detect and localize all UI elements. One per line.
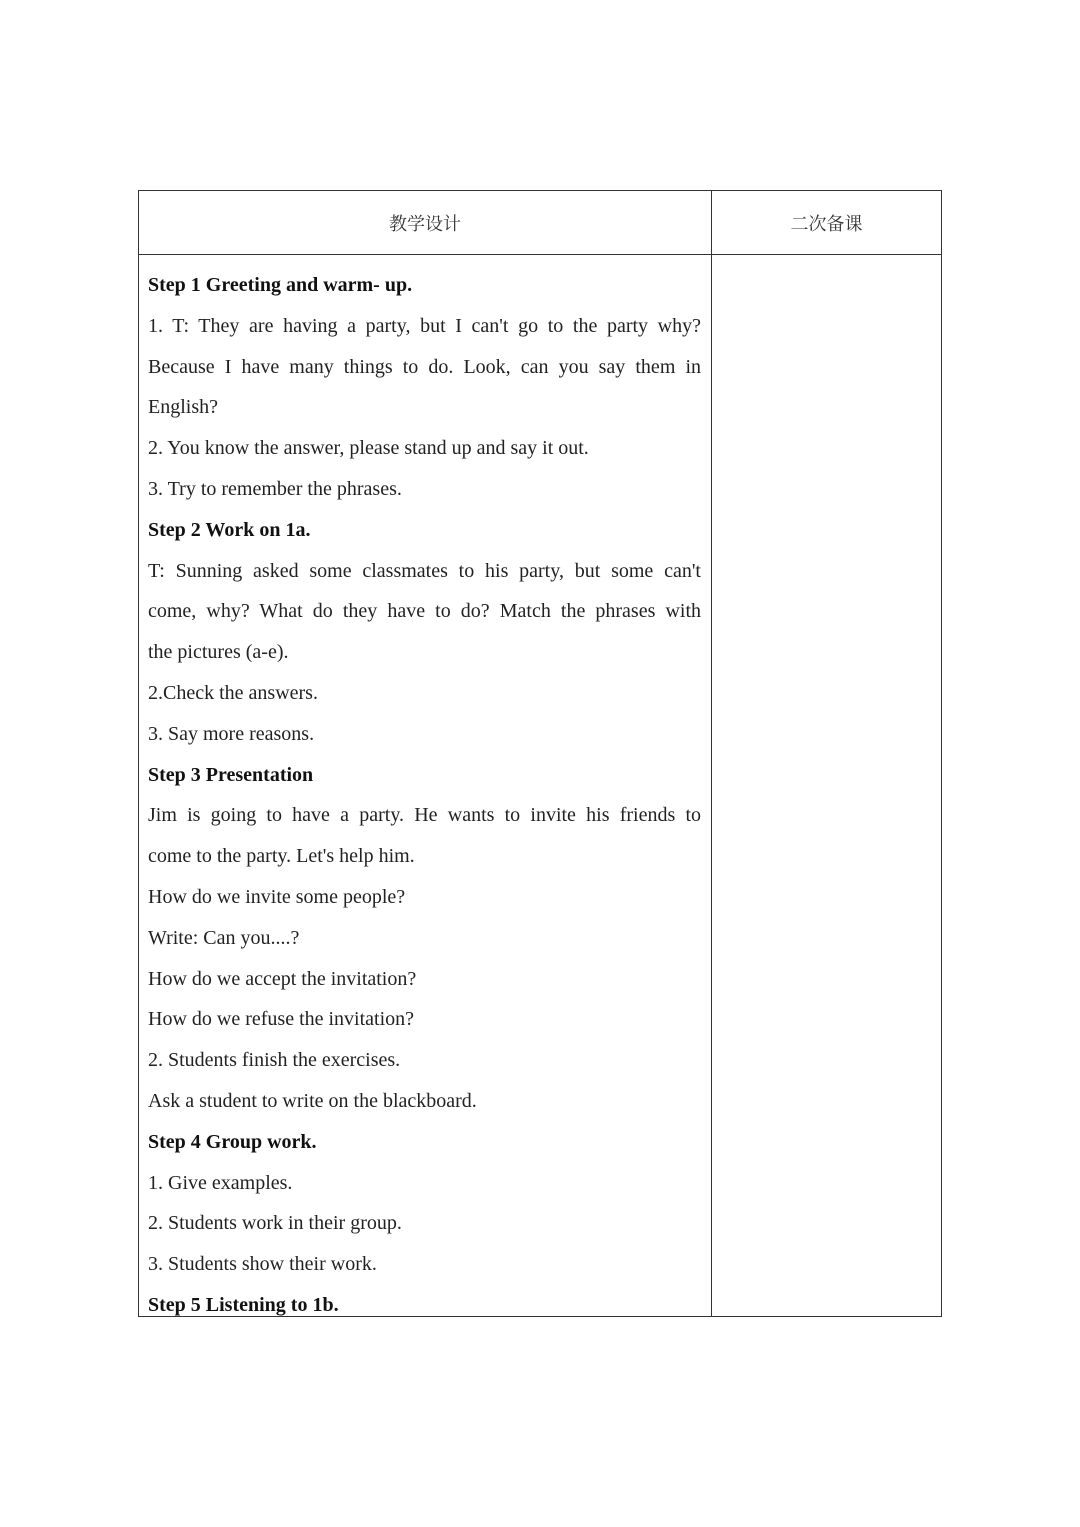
step-heading: Step 4 Group work. <box>148 1130 317 1153</box>
text-line: How do we accept the invitation? <box>148 967 417 990</box>
text-line: 2. You know the answer, please stand up and say it out. <box>148 437 589 460</box>
text-line: 3. Students show their work. <box>148 1253 377 1276</box>
text-line: 2. Students work in their group. <box>148 1212 402 1235</box>
text-line: 2. Students finish the exercises. <box>148 1049 401 1072</box>
text-line: 2.Check the answers. <box>148 681 318 704</box>
text-line: Write: Can you....? <box>148 926 300 949</box>
second-preparation-cell <box>712 255 941 1316</box>
header-second-preparation: 二次备课 <box>790 213 863 235</box>
text-line: How do we refuse the invitation? <box>148 1008 415 1031</box>
step-heading: Step 1 Greeting and warm- up. <box>148 274 413 296</box>
text-line: 3. Try to remember the phrases. <box>148 477 402 500</box>
text-line: How do we invite some people? <box>148 885 406 908</box>
step-heading: Step 2 Work on 1a. <box>148 518 311 541</box>
text-line: Because I have many things to do. Look, can you say them in <box>148 355 701 378</box>
step-heading: Step 5 Listening to 1b. <box>148 1293 339 1316</box>
lesson-plan-table <box>138 190 942 1317</box>
text-line: the pictures (a-e). <box>148 641 289 664</box>
text-line: Jim is going to have a party. He wants to invite his friends to <box>148 804 701 827</box>
teaching-design-cell <box>148 265 701 1326</box>
table-header-row <box>139 191 941 255</box>
text-line: come to the party. Let's help him. <box>148 845 415 868</box>
text-line: 1. Give examples. <box>148 1171 293 1194</box>
text-line: come, why? What do they have to do? Match the phrases with <box>148 600 701 623</box>
text-line: T: Sunning asked some classmates to his party, but some can't <box>148 559 701 582</box>
text-line: English? <box>148 396 218 419</box>
text-line: 1. T: They are having a party, but I can't go to the party why? <box>148 314 701 337</box>
text-line: 3. Say more reasons. <box>148 722 315 745</box>
header-teaching-design: 教学设计 <box>389 213 461 235</box>
step-heading: Step 3 Presentation <box>148 763 314 786</box>
text-line: Ask a student to write on the blackboard. <box>148 1089 477 1112</box>
